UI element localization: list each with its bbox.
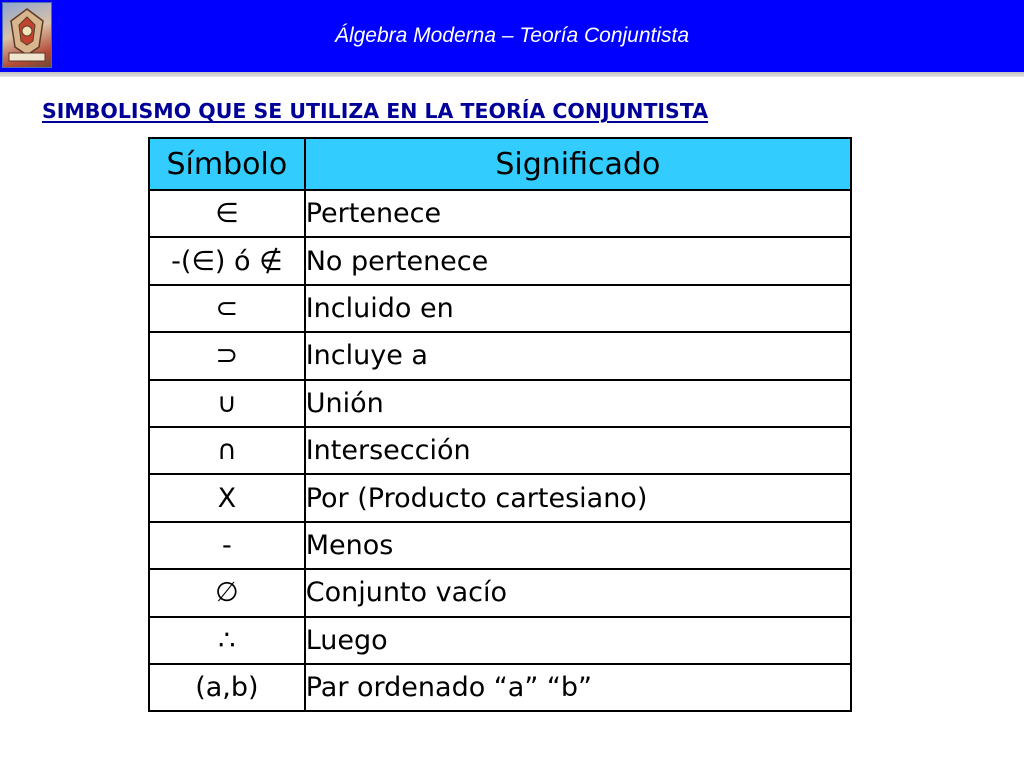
symbol-cell: (a,b)	[149, 664, 305, 711]
table-row	[149, 332, 851, 379]
meaning-cell: Intersección	[305, 427, 851, 474]
table-header-row	[149, 138, 851, 190]
meaning-cell: Incluido en	[305, 285, 851, 332]
table-row	[149, 285, 851, 332]
meaning-cell: Pertenece	[305, 190, 851, 237]
symbol-cell: X	[149, 474, 305, 521]
symbol-cell: -	[149, 522, 305, 569]
table-row	[149, 664, 851, 711]
symbol-cell: ∅	[149, 569, 305, 616]
table-row	[149, 522, 851, 569]
table-row	[149, 190, 851, 237]
symbols-table	[148, 137, 852, 712]
meaning-cell: Conjunto vacío	[305, 569, 851, 616]
table-row	[149, 569, 851, 616]
banner-divider	[0, 72, 1024, 77]
presentation-title: Álgebra Moderna – Teoría Conjuntista	[334, 24, 690, 47]
meaning-cell: Incluye a	[305, 332, 851, 379]
section-heading: SIMBOLISMO QUE SE UTILIZA EN LA TEORÍA CONJUNTISTA	[42, 99, 709, 123]
table-row	[149, 237, 851, 284]
meaning-cell: Unión	[305, 380, 851, 427]
symbol-cell: ∩	[149, 427, 305, 474]
table-row	[149, 617, 851, 664]
meaning-cell: Luego	[305, 617, 851, 664]
table-row	[149, 380, 851, 427]
symbol-cell: -(∈) ó ∉	[149, 237, 305, 284]
symbol-cell: ∴	[149, 617, 305, 664]
symbol-cell: ⊂	[149, 285, 305, 332]
meaning-column-header: Significado	[305, 138, 851, 190]
meaning-cell: Por (Producto cartesiano)	[305, 474, 851, 521]
table-row	[149, 427, 851, 474]
meaning-cell: Par ordenado “a” “b”	[305, 664, 851, 711]
symbol-cell: ∪	[149, 380, 305, 427]
symbol-cell: ⊃	[149, 332, 305, 379]
table-row	[149, 474, 851, 521]
symbol-cell: ∈	[149, 190, 305, 237]
meaning-cell: No pertenece	[305, 237, 851, 284]
title-banner	[0, 0, 1024, 72]
symbol-column-header: Símbolo	[149, 138, 305, 190]
meaning-cell: Menos	[305, 522, 851, 569]
